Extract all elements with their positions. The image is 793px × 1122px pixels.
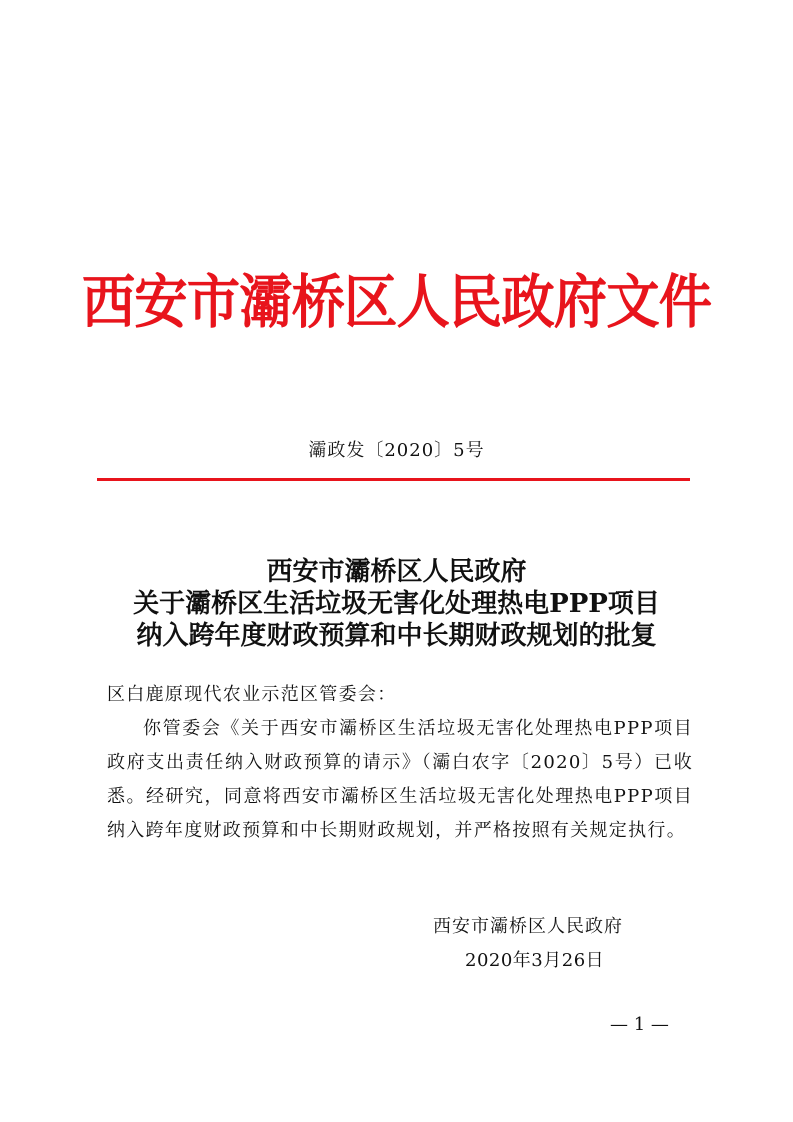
signing-organization: 西安市灞桥区人民政府	[433, 916, 623, 937]
document-number: 灞政发〔2020〕5号	[308, 440, 485, 461]
document-header-title: 西安市灞桥区人民政府文件	[81, 268, 712, 336]
red-divider-line	[97, 478, 690, 481]
signing-date: 2020年3月26日	[465, 950, 605, 971]
page-number: — 1 —	[610, 1014, 669, 1035]
subject-line-3: 纳入跨年度财政预算和中长期财政规划的批复	[136, 621, 657, 651]
body-paragraph: 你管委会《关于西安市灞桥区生活垃圾无害化处理热电PPP项目政府支出责任纳入财政预算的请示》（灞白农字〔2020〕5号）已收悉。经研究，同意将西安市灞桥区生活垃圾无害化处理热电PPP项目纳入跨年度财政预算和中长期财政规划，并严格按照有关规定执行。	[107, 718, 693, 841]
document-body	[107, 678, 693, 848]
addressee: 区白鹿原现代农业示范区管委会：	[107, 684, 397, 705]
subject-line-1: 西安市灞桥区人民政府	[266, 557, 527, 587]
document-subject	[0, 556, 793, 652]
subject-line-2: 关于灞桥区生活垃圾无害化处理热电PPP项目	[133, 589, 660, 619]
